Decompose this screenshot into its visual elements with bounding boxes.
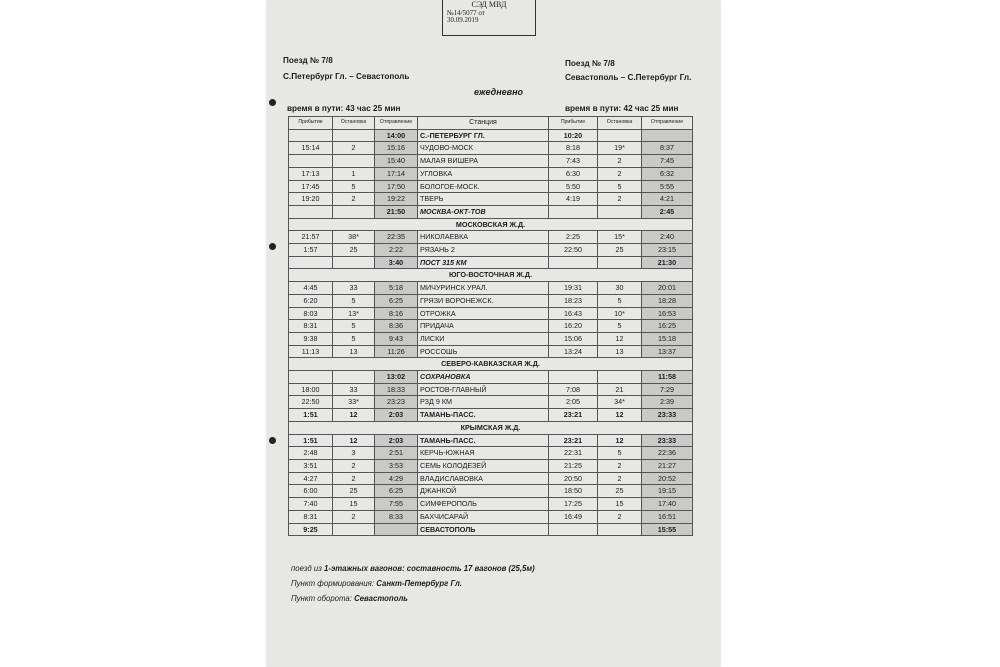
cell-station: НИКОЛАЕВКА [418,231,549,244]
railway-section-label: МОСКОВСКАЯ Ж.Д. [289,218,693,231]
cell-return-arrival: 15:06 [549,332,598,345]
cell-return-departure: 23:33 [642,434,693,447]
cell-station: МАЛАЯ ВИШЕРА [418,155,549,168]
timetable-row [289,510,693,523]
cell-return-stop: 25 [598,244,642,257]
railway-section-row [289,421,693,434]
turnaround-label: Пункт оборота: [291,594,352,603]
cell-return-arrival: 8:18 [549,142,598,155]
timetable-row [289,472,693,485]
cell-return-stop: 12 [598,332,642,345]
cell-return-departure [642,129,693,142]
cell-return-stop [598,205,642,218]
cell-return-arrival: 22:50 [549,244,598,257]
right-route: Севастополь – С.Петербург Гл. [565,73,692,82]
turnaround-point [291,594,408,603]
cell-station: С.-ПЕТЕРБУРГ ГЛ. [418,129,549,142]
timetable-row [289,485,693,498]
cell-station: ПРИДАЧА [418,320,549,333]
cell-return-arrival: 18:50 [549,485,598,498]
cell-return-departure: 16:53 [642,307,693,320]
cell-stop: 5 [333,180,375,193]
cell-departure: 22:35 [375,231,418,244]
cell-return-arrival: 17:25 [549,498,598,511]
cell-station: РЗД 9 КМ [418,396,549,409]
cell-return-arrival: 16:49 [549,510,598,523]
cell-station: КЕРЧЬ-ЮЖНАЯ [418,447,549,460]
cell-station: РЯЗАНЬ 2 [418,244,549,257]
timetable-row [289,523,693,536]
cars-composition: 1-этажных вагонов: составность 17 вагонов (25,5м) [324,564,535,573]
cell-departure: 2:51 [375,447,418,460]
cell-station: СИМФЕРОПОЛЬ [418,498,549,511]
cell-departure: 8:36 [375,320,418,333]
cell-stop: 2 [333,510,375,523]
cell-station: МОСКВА-ОКТ-ТОВ [418,205,549,218]
header-return-arrival: Прибытие [549,117,598,130]
cell-stop [333,371,375,384]
cell-return-arrival: 19:31 [549,282,598,295]
railway-section-row [289,358,693,371]
cell-return-arrival [549,205,598,218]
cell-return-arrival: 22:31 [549,447,598,460]
cell-stop: 13* [333,307,375,320]
cell-return-stop: 2 [598,167,642,180]
cell-return-stop: 15* [598,231,642,244]
timetable-row [289,459,693,472]
cell-return-arrival: 2:25 [549,231,598,244]
cell-stop [333,205,375,218]
cell-return-arrival: 16:20 [549,320,598,333]
cell-arrival [289,371,333,384]
right-train-number: Поезд № 7/8 [565,59,615,68]
timetable-row [289,180,693,193]
timetable-row [289,345,693,358]
cell-departure: 11:26 [375,345,418,358]
header-return-stop: Остановка [598,117,642,130]
timetable-row [289,129,693,142]
cell-arrival: 19:20 [289,193,333,206]
cell-departure: 4:29 [375,472,418,485]
header-departure: Отправление [375,117,418,130]
cell-stop: 33* [333,396,375,409]
cell-return-departure: 22:36 [642,447,693,460]
cell-departure: 15:40 [375,155,418,168]
cell-departure: 8:33 [375,510,418,523]
header-return-departure: Отправление [642,117,693,130]
railway-section-label: ЮГО-ВОСТОЧНАЯ Ж.Д. [289,269,693,282]
cell-return-stop: 10* [598,307,642,320]
cell-return-stop: 12 [598,409,642,422]
cell-return-arrival: 18:23 [549,294,598,307]
cell-return-departure: 19:15 [642,485,693,498]
cell-return-stop [598,129,642,142]
timetable-row [289,244,693,257]
cell-departure: 5:18 [375,282,418,295]
cell-departure: 17:50 [375,180,418,193]
cell-return-arrival: 7:43 [549,155,598,168]
cell-stop: 25 [333,244,375,257]
cell-arrival: 2:48 [289,447,333,460]
timetable-row [289,167,693,180]
cell-return-stop: 25 [598,485,642,498]
cell-return-departure: 11:58 [642,371,693,384]
cell-stop: 2 [333,193,375,206]
cell-stop: 2 [333,142,375,155]
cell-station: ЧУДОВО-МОСК [418,142,549,155]
cell-return-departure: 2:45 [642,205,693,218]
cell-station: СЕВАСТОПОЛЬ [418,523,549,536]
cell-return-arrival: 7:08 [549,383,598,396]
cell-arrival: 15:14 [289,142,333,155]
binder-hole-bottom [269,437,276,444]
timetable-row [289,409,693,422]
header-station: Станция [418,117,549,130]
cell-return-departure: 23:33 [642,409,693,422]
cell-arrival [289,129,333,142]
railway-section-row [289,218,693,231]
cell-return-stop: 12 [598,434,642,447]
cell-station: ГРЯЗИ ВОРОНЕЖСК. [418,294,549,307]
cell-stop: 33 [333,282,375,295]
left-train-number: Поезд № 7/8 [283,56,333,65]
cell-stop [333,523,375,536]
cell-departure: 19:22 [375,193,418,206]
stamp-number: №14/5077 от [447,8,485,17]
timetable-row [289,307,693,320]
cell-return-departure: 23:15 [642,244,693,257]
cell-return-arrival: 4:19 [549,193,598,206]
cell-departure: 21:50 [375,205,418,218]
cell-return-departure: 20:01 [642,282,693,295]
header-stop: Остановка [333,117,375,130]
cell-return-departure: 13:37 [642,345,693,358]
timetable-row [289,383,693,396]
cell-stop: 12 [333,434,375,447]
cell-return-arrival: 10:20 [549,129,598,142]
cell-arrival: 4:27 [289,472,333,485]
cell-station: СЕМЬ КОЛОДЕЗЕЙ [418,459,549,472]
cell-station: ПОСТ 315 КМ [418,256,549,269]
table-header-row [289,117,693,130]
cell-return-stop: 5 [598,447,642,460]
cell-return-stop [598,371,642,384]
cell-return-arrival [549,523,598,536]
cell-return-stop: 21 [598,383,642,396]
cell-station: РОСТОВ-ГЛАВНЫЙ [418,383,549,396]
cell-departure: 2:03 [375,409,418,422]
cell-return-stop: 5 [598,320,642,333]
cell-departure: 6:25 [375,294,418,307]
cell-station: ТАМАНЬ-ПАСС. [418,434,549,447]
cell-station: ЛИСКИ [418,332,549,345]
cell-arrival: 9:38 [289,332,333,345]
cell-arrival: 18:00 [289,383,333,396]
cell-return-arrival: 6:30 [549,167,598,180]
cell-return-stop: 15 [598,498,642,511]
cell-departure: 14:00 [375,129,418,142]
cell-return-stop [598,523,642,536]
cell-arrival [289,256,333,269]
cell-departure: 17:14 [375,167,418,180]
cell-return-arrival: 13:24 [549,345,598,358]
cell-arrival: 9:25 [289,523,333,536]
cell-station: МИЧУРИНСК УРАЛ. [418,282,549,295]
cell-departure: 23:23 [375,396,418,409]
cell-return-departure: 7:29 [642,383,693,396]
cell-return-departure: 4:21 [642,193,693,206]
timetable-row [289,282,693,295]
cell-departure: 8:16 [375,307,418,320]
cell-arrival: 17:45 [289,180,333,193]
cell-station: ТВЕРЬ [418,193,549,206]
frequency-label: ежедневно [474,87,524,97]
formation-value: Санкт-Петербург Гл. [376,579,462,588]
cell-arrival [289,205,333,218]
cell-return-departure: 2:40 [642,231,693,244]
cell-departure: 3:40 [375,256,418,269]
cell-return-arrival: 16:43 [549,307,598,320]
cell-stop: 5 [333,332,375,345]
timetable-row [289,155,693,168]
cell-stop: 13 [333,345,375,358]
cell-return-arrival [549,371,598,384]
timetable-row [289,498,693,511]
cell-return-departure: 17:40 [642,498,693,511]
cell-stop: 25 [333,485,375,498]
timetable-row [289,205,693,218]
cell-return-departure: 16:51 [642,510,693,523]
cell-return-departure: 8:37 [642,142,693,155]
cell-station: БАХЧИСАРАЙ [418,510,549,523]
cell-departure: 13:02 [375,371,418,384]
stamp-title: СЭД МВД [471,0,507,9]
cell-return-departure: 6:32 [642,167,693,180]
cell-return-departure: 5:55 [642,180,693,193]
left-travel-time: время в пути: 43 час 25 мин [287,104,401,113]
cell-arrival: 21:57 [289,231,333,244]
cell-stop: 33 [333,383,375,396]
cell-arrival: 8:31 [289,320,333,333]
formation-point [291,579,462,588]
cell-arrival: 7:40 [289,498,333,511]
cell-return-departure: 21:30 [642,256,693,269]
cell-departure: 9:43 [375,332,418,345]
cell-return-arrival: 23:21 [549,409,598,422]
stamp-date: 30.09.2019 [447,16,479,24]
cell-return-stop: 19* [598,142,642,155]
cell-return-departure: 15:18 [642,332,693,345]
cell-return-arrival: 2:05 [549,396,598,409]
cell-return-stop: 13 [598,345,642,358]
cell-return-arrival: 20:50 [549,472,598,485]
cell-arrival: 1:57 [289,244,333,257]
cell-departure: 3:53 [375,459,418,472]
right-travel-time: время в пути: 42 час 25 мин [565,104,679,113]
timetable-row [289,294,693,307]
cell-arrival: 11:13 [289,345,333,358]
cell-return-stop: 2 [598,155,642,168]
timetable-row [289,396,693,409]
cell-arrival: 6:00 [289,485,333,498]
cell-return-stop: 2 [598,510,642,523]
cell-return-arrival: 5:50 [549,180,598,193]
cell-return-stop: 34* [598,396,642,409]
cell-stop: 12 [333,409,375,422]
cell-station: ОТРОЖКА [418,307,549,320]
cell-return-departure: 7:45 [642,155,693,168]
binder-hole-top [269,99,276,106]
timetable-row [289,447,693,460]
timetable-row [289,320,693,333]
left-route: С.Петербург Гл. – Севастополь [283,72,410,81]
cars-prefix: поезд из [291,564,325,573]
cell-departure: 7:55 [375,498,418,511]
cell-arrival: 17:13 [289,167,333,180]
cell-arrival: 4:45 [289,282,333,295]
cell-stop: 2 [333,472,375,485]
timetable-row [289,434,693,447]
cell-return-departure: 2:39 [642,396,693,409]
cell-return-stop: 2 [598,193,642,206]
cell-arrival: 8:03 [289,307,333,320]
cell-return-stop: 5 [598,180,642,193]
cell-stop [333,129,375,142]
timetable-sheet [267,0,720,667]
cell-stop [333,155,375,168]
railway-section-label: СЕВЕРО-КАВКАЗСКАЯ Ж.Д. [289,358,693,371]
cell-stop: 1 [333,167,375,180]
binder-hole-middle [269,243,276,250]
cell-arrival: 3:51 [289,459,333,472]
timetable-table [288,116,693,536]
railway-section-label: КРЫМСКАЯ Ж.Д. [289,421,693,434]
cell-station: ВЛАДИСЛАВОВКА [418,472,549,485]
cell-return-stop: 2 [598,459,642,472]
cell-station: РОССОШЬ [418,345,549,358]
cell-stop [333,256,375,269]
cell-return-stop [598,256,642,269]
railway-section-row [289,269,693,282]
timetable-row [289,193,693,206]
registration-stamp [442,0,536,36]
cell-station: СОХРАНОВКА [418,371,549,384]
timetable-row [289,142,693,155]
cell-station: ТАМАНЬ-ПАСС. [418,409,549,422]
cell-stop: 5 [333,294,375,307]
cell-station: БОЛОГОЕ-МОСК. [418,180,549,193]
cars-note [291,564,535,573]
cell-station: УГЛОВКА [418,167,549,180]
timetable-row [289,256,693,269]
cell-departure: 2:03 [375,434,418,447]
cell-stop: 2 [333,459,375,472]
cell-return-departure: 21:27 [642,459,693,472]
cell-return-departure: 18:28 [642,294,693,307]
cell-stop: 3 [333,447,375,460]
cell-arrival: 8:31 [289,510,333,523]
cell-arrival: 1:51 [289,434,333,447]
cell-arrival [289,155,333,168]
cell-stop: 38* [333,231,375,244]
timetable-row [289,332,693,345]
cell-return-arrival: 23:21 [549,434,598,447]
cell-return-stop: 30 [598,282,642,295]
cell-return-departure: 15:55 [642,523,693,536]
cell-return-arrival [549,256,598,269]
timetable-row [289,231,693,244]
cell-arrival: 1:51 [289,409,333,422]
cell-stop: 15 [333,498,375,511]
cell-departure: 18:33 [375,383,418,396]
turnaround-value: Севастополь [354,594,408,603]
cell-return-departure: 16:25 [642,320,693,333]
cell-arrival: 22:50 [289,396,333,409]
cell-departure: 2:22 [375,244,418,257]
cell-departure: 15:16 [375,142,418,155]
timetable-row [289,371,693,384]
cell-departure: 6:25 [375,485,418,498]
cell-stop: 5 [333,320,375,333]
cell-arrival: 6:20 [289,294,333,307]
cell-return-stop: 2 [598,472,642,485]
header-arrival: Прибытие [289,117,333,130]
formation-label: Пункт формирования: [291,579,375,588]
cell-return-stop: 5 [598,294,642,307]
cell-return-arrival: 21:25 [549,459,598,472]
cell-station: ДЖАНКОЙ [418,485,549,498]
cell-return-departure: 20:52 [642,472,693,485]
cell-departure [375,523,418,536]
